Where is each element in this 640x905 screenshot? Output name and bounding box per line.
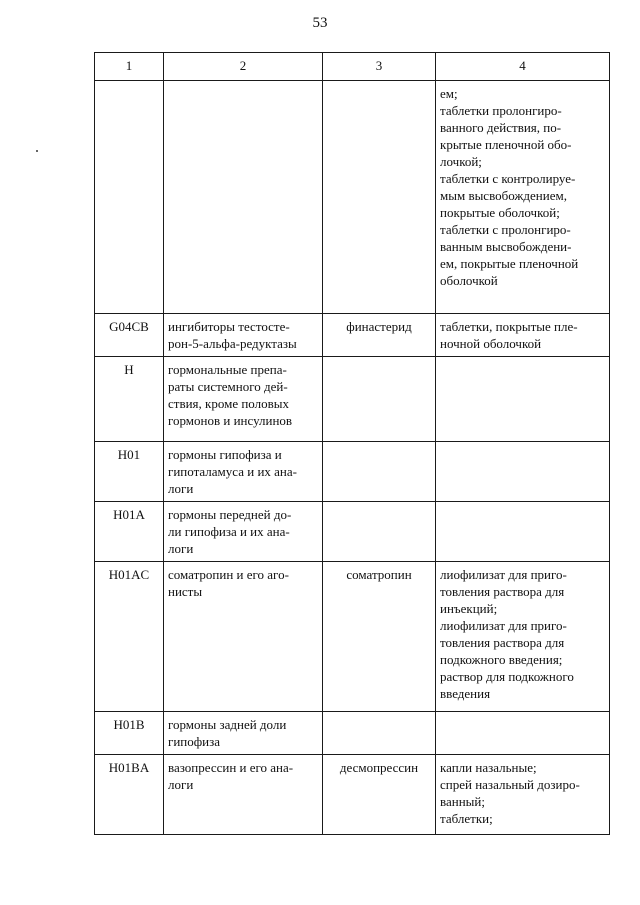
atc-code-cell: H (95, 357, 164, 442)
dosage-form-line: ем, покрытые пленочной (440, 256, 579, 271)
dosage-form-cell (436, 314, 610, 357)
group-name-line: гормоны передней до- (168, 507, 292, 522)
group-name-line: гипофиза (168, 734, 221, 749)
dosage-form-cell (436, 712, 610, 755)
header-col-3: 3 (323, 53, 436, 81)
dosage-form-line: товления раствора для (440, 635, 565, 650)
dosage-form-line: мым высвобождением, (440, 188, 567, 203)
dosage-form-line: крытые пленочной обо- (440, 137, 572, 152)
dosage-form-line: оболочкой (440, 273, 498, 288)
dosage-form-cell (436, 442, 610, 502)
group-name-line: логи (168, 541, 194, 556)
table-row (95, 712, 610, 755)
group-name-cell (164, 755, 323, 835)
table-row (95, 562, 610, 712)
atc-code-cell: H01A (95, 502, 164, 562)
header-col-2: 2 (164, 53, 323, 81)
inn-cell (323, 502, 436, 562)
dosage-form-line: таблетки; (440, 811, 493, 826)
table-body (95, 81, 610, 835)
group-name-line: гормональные препа- (168, 362, 287, 377)
inn-cell (323, 357, 436, 442)
header-col-4: 4 (436, 53, 610, 81)
dosage-form-line: лиофилизат для приго- (440, 618, 567, 633)
dosage-form-line: ночной оболочкой (440, 336, 542, 351)
atc-code-cell: G04CB (95, 314, 164, 357)
dosage-form-cell (436, 502, 610, 562)
dosage-form-line: инъекций; (440, 601, 498, 616)
dosage-form-line: подкожного введения; (440, 652, 563, 667)
inn-cell: десмопрессин (323, 755, 436, 835)
dosage-form-line: капли назальные; (440, 760, 537, 775)
atc-code-cell (95, 81, 164, 314)
dosage-form-cell (436, 562, 610, 712)
group-name-cell (164, 442, 323, 502)
table-row (95, 502, 610, 562)
dosage-form-line: покрытые оболочкой; (440, 205, 560, 220)
page-number: 53 (312, 15, 328, 31)
dosage-form-line: лиофилизат для приго- (440, 567, 567, 582)
group-name-cell (164, 562, 323, 712)
dosage-form-line: таблетки с контролируе- (440, 171, 576, 186)
group-name-line: соматропин и его аго- (168, 567, 289, 582)
group-name-cell (164, 502, 323, 562)
group-name-line: нисты (168, 584, 203, 599)
atc-code-cell: H01AC (95, 562, 164, 712)
group-name-line: раты системного дей- (168, 379, 288, 394)
group-name-line: ствия, кроме половых (168, 396, 289, 411)
group-name-line: ингибиторы тестосте- (168, 319, 290, 334)
table-row (95, 755, 610, 835)
atc-code-cell: H01BA (95, 755, 164, 835)
table-row (95, 442, 610, 502)
table-row (95, 357, 610, 442)
atc-code-cell: H01 (95, 442, 164, 502)
group-name-cell (164, 81, 323, 314)
dosage-form-line: ванным высвобождени- (440, 239, 572, 254)
inn-cell: соматропин (323, 562, 436, 712)
dosage-form-line: введения (440, 686, 491, 701)
table-row (95, 81, 610, 314)
atc-code-cell: H01B (95, 712, 164, 755)
header-row (95, 53, 610, 81)
group-name-line: гормоны задней доли (168, 717, 287, 732)
group-name-cell (164, 314, 323, 357)
dosage-form-line: ем; (440, 86, 458, 101)
dosage-form-cell (436, 755, 610, 835)
inn-cell (323, 81, 436, 314)
group-name-line: гипоталамуса и их ана- (168, 464, 297, 479)
dosage-form-line: лочкой; (440, 154, 482, 169)
dosage-form-line: таблетки, покрытые пле- (440, 319, 578, 334)
group-name-cell (164, 357, 323, 442)
scan-speck (36, 150, 38, 152)
dosage-form-line: раствор для подкожного (440, 669, 574, 684)
dosage-form-line: таблетки с пролонгиро- (440, 222, 571, 237)
drug-table (94, 52, 610, 835)
inn-cell: финастерид (323, 314, 436, 357)
group-name-line: вазопрессин и его ана- (168, 760, 294, 775)
inn-cell (323, 712, 436, 755)
dosage-form-line: ванный; (440, 794, 485, 809)
dosage-form-line: товления раствора для (440, 584, 565, 599)
inn-cell (323, 442, 436, 502)
group-name-line: гормоны гипофиза и (168, 447, 282, 462)
header-col-1: 1 (95, 53, 164, 81)
group-name-line: рон-5-альфа-редуктазы (168, 336, 297, 351)
dosage-form-line: спрей назальный дозиро- (440, 777, 580, 792)
table-row (95, 314, 610, 357)
group-name-cell (164, 712, 323, 755)
dosage-form-cell (436, 357, 610, 442)
group-name-line: ли гипофиза и их ана- (168, 524, 290, 539)
dosage-form-line: таблетки пролонгиро- (440, 103, 562, 118)
group-name-line: логи (168, 481, 194, 496)
group-name-line: логи (168, 777, 194, 792)
dosage-form-cell (436, 81, 610, 314)
group-name-line: гормонов и инсулинов (168, 413, 293, 428)
dosage-form-line: ванного действия, по- (440, 120, 562, 135)
